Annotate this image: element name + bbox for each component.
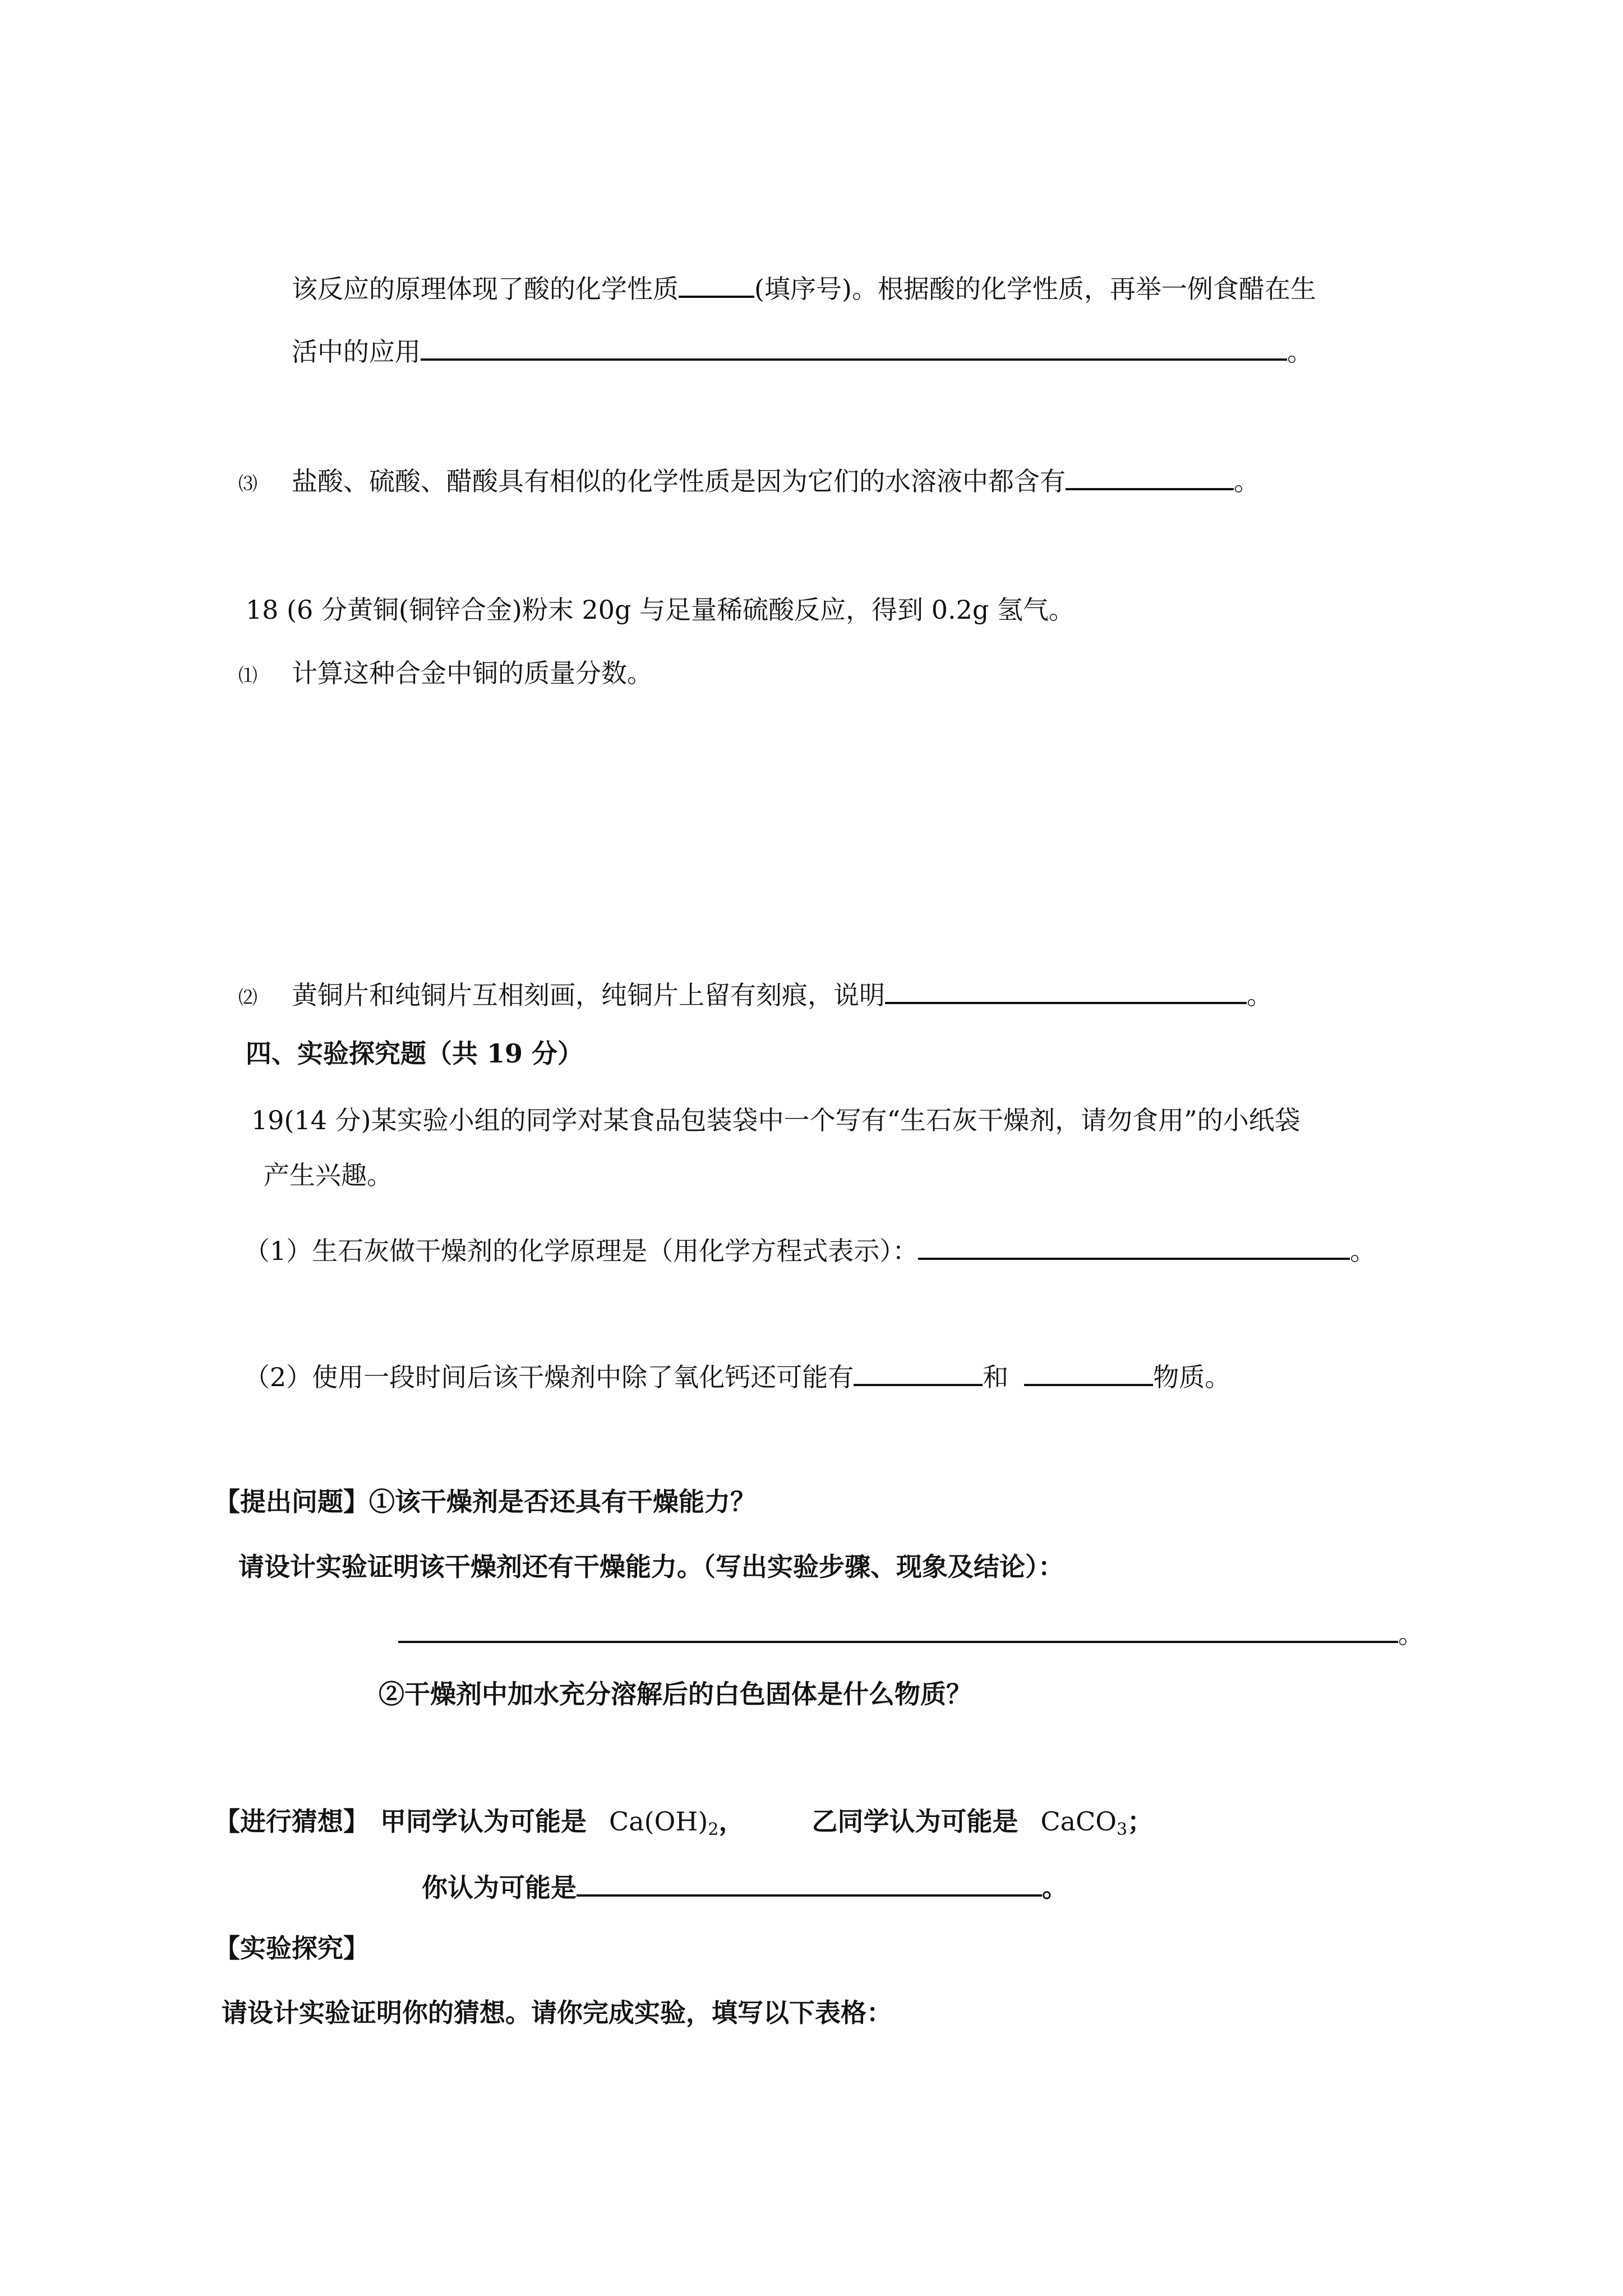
guess-a-end: ， (718, 1806, 745, 1837)
q17-blank-vinegar-use[interactable] (421, 333, 1287, 361)
q19-line-2 (264, 1156, 393, 1195)
question-2 (379, 1674, 972, 1714)
q18-sub2-number: ⑵ (238, 987, 257, 1009)
q18-sub1 (238, 654, 653, 693)
q18-sub2-blank[interactable] (885, 976, 1247, 1004)
guess-you-blank[interactable] (577, 1869, 1042, 1897)
q17-sub3-blank[interactable] (1066, 462, 1234, 490)
guess-label: 【进行猜想】 (214, 1806, 369, 1837)
q17-blank-property-number[interactable] (679, 270, 754, 298)
q19-part2-blank-2[interactable] (1024, 1358, 1153, 1386)
design-1-text: 请设计实验证明该干燥剂还有干燥能力。（写出实验步骤、现象及结论）： (238, 1552, 1064, 1582)
guess-a-formula-main: Ca(OH) (609, 1806, 708, 1837)
q17-line1-text-b: (填序号)。根据酸的化学性质，再举一例食醋在生 (754, 274, 1316, 304)
q17-sub3-end: 。 (1234, 466, 1260, 496)
q18-sub2 (238, 976, 1272, 1015)
guess-b-text: 乙同学认为可能是 (811, 1806, 1018, 1837)
guess-you (422, 1868, 1068, 1907)
q17-sub3-number: ⑶ (238, 473, 257, 495)
section4-title-text: 四、实验探究题（共 19 分） (246, 1038, 584, 1069)
q19-part2-text-a: （2）使用一段时间后该干燥剂中除了氧化钙还可能有 (244, 1362, 854, 1392)
explore-label: 【实验探究】 (214, 1933, 369, 1963)
guess-a-formula-sub: 2 (708, 1820, 719, 1839)
q17-sub3 (238, 462, 1260, 501)
q19-line-1 (251, 1101, 1301, 1140)
guess-a-formula (609, 1806, 718, 1837)
q19-part1-equation-blank[interactable] (918, 1232, 1350, 1260)
q17-line1-text-a: 该反应的原理体现了酸的化学性质 (292, 274, 679, 304)
q18-sub2-text: 黄铜片和纯铜片互相刻画，纯铜片上留有刻痕，说明 (292, 980, 885, 1010)
q19-part2-blank-1[interactable] (854, 1358, 983, 1386)
guess-line (214, 1802, 1153, 1841)
guess-b-formula-main: CaCO (1040, 1806, 1117, 1837)
guess-b-formula (1040, 1806, 1127, 1837)
q17-sub3-text: 盐酸、硫酸、醋酸具有相似的化学性质是因为它们的水溶液中都含有 (292, 466, 1066, 496)
q17-line-1 (292, 269, 1316, 309)
design-1-answer (398, 1614, 1424, 1654)
explore-text-line (222, 1993, 892, 2032)
design-1 (238, 1547, 1064, 1586)
q19-part1-end: 。 (1350, 1236, 1376, 1266)
q18-sub1-text: 计算这种合金中铜的质量分数。 (292, 658, 653, 688)
q19-part2 (244, 1358, 1230, 1397)
q18-sub1-number: ⑴ (238, 665, 257, 687)
guess-a-text: 甲同学认为可能是 (380, 1806, 587, 1837)
q18-sub2-end: 。 (1247, 980, 1272, 1010)
q17-line-2 (292, 332, 1313, 371)
q18-header (246, 590, 1075, 629)
explore-label-line (214, 1929, 369, 1968)
q19-part2-text-b: 和 (983, 1362, 1009, 1392)
design-1-answer-blank[interactable] (398, 1615, 1398, 1643)
guess-b-end: ； (1127, 1806, 1154, 1837)
explore-text: 请设计实验证明你的猜想。请你完成实验，填写以下表格： (222, 1998, 892, 2028)
q18-header-text: 18 (6 分黄铜(铜锌合金)粉末 20g 与足量稀硫酸反应，得到 0.2g 氢气。 (246, 595, 1075, 625)
question-block (214, 1482, 756, 1521)
section4-title (246, 1034, 583, 1073)
q19-part1 (244, 1231, 1376, 1271)
q19-part2-text-c: 物质。 (1153, 1362, 1231, 1392)
question-label: 【提出问题】 (214, 1487, 369, 1517)
q19-line2-text: 产生兴趣。 (264, 1160, 393, 1190)
q19-part1-text: （1）生石灰做干燥剂的化学原理是（用化学方程式表示）： (244, 1236, 919, 1266)
guess-you-end: 。 (1042, 1872, 1068, 1903)
q17-line2-end: 。 (1287, 337, 1313, 367)
q19-line1-text: 19(14 分)某实验小组的同学对某食品包装袋中一个写有“生石灰干燥剂，请勿食用”的小纸袋 (251, 1105, 1301, 1135)
question-1: ①该干燥剂是否还具有干燥能力？ (369, 1487, 756, 1517)
design-1-answer-end: 。 (1398, 1619, 1424, 1649)
q17-line2-text: 活中的应用 (292, 337, 421, 367)
question-2-text: ②干燥剂中加水充分溶解后的白色固体是什么物质？ (379, 1679, 972, 1709)
guess-b-formula-sub: 3 (1116, 1820, 1128, 1839)
guess-you-text: 你认为可能是 (422, 1872, 577, 1903)
